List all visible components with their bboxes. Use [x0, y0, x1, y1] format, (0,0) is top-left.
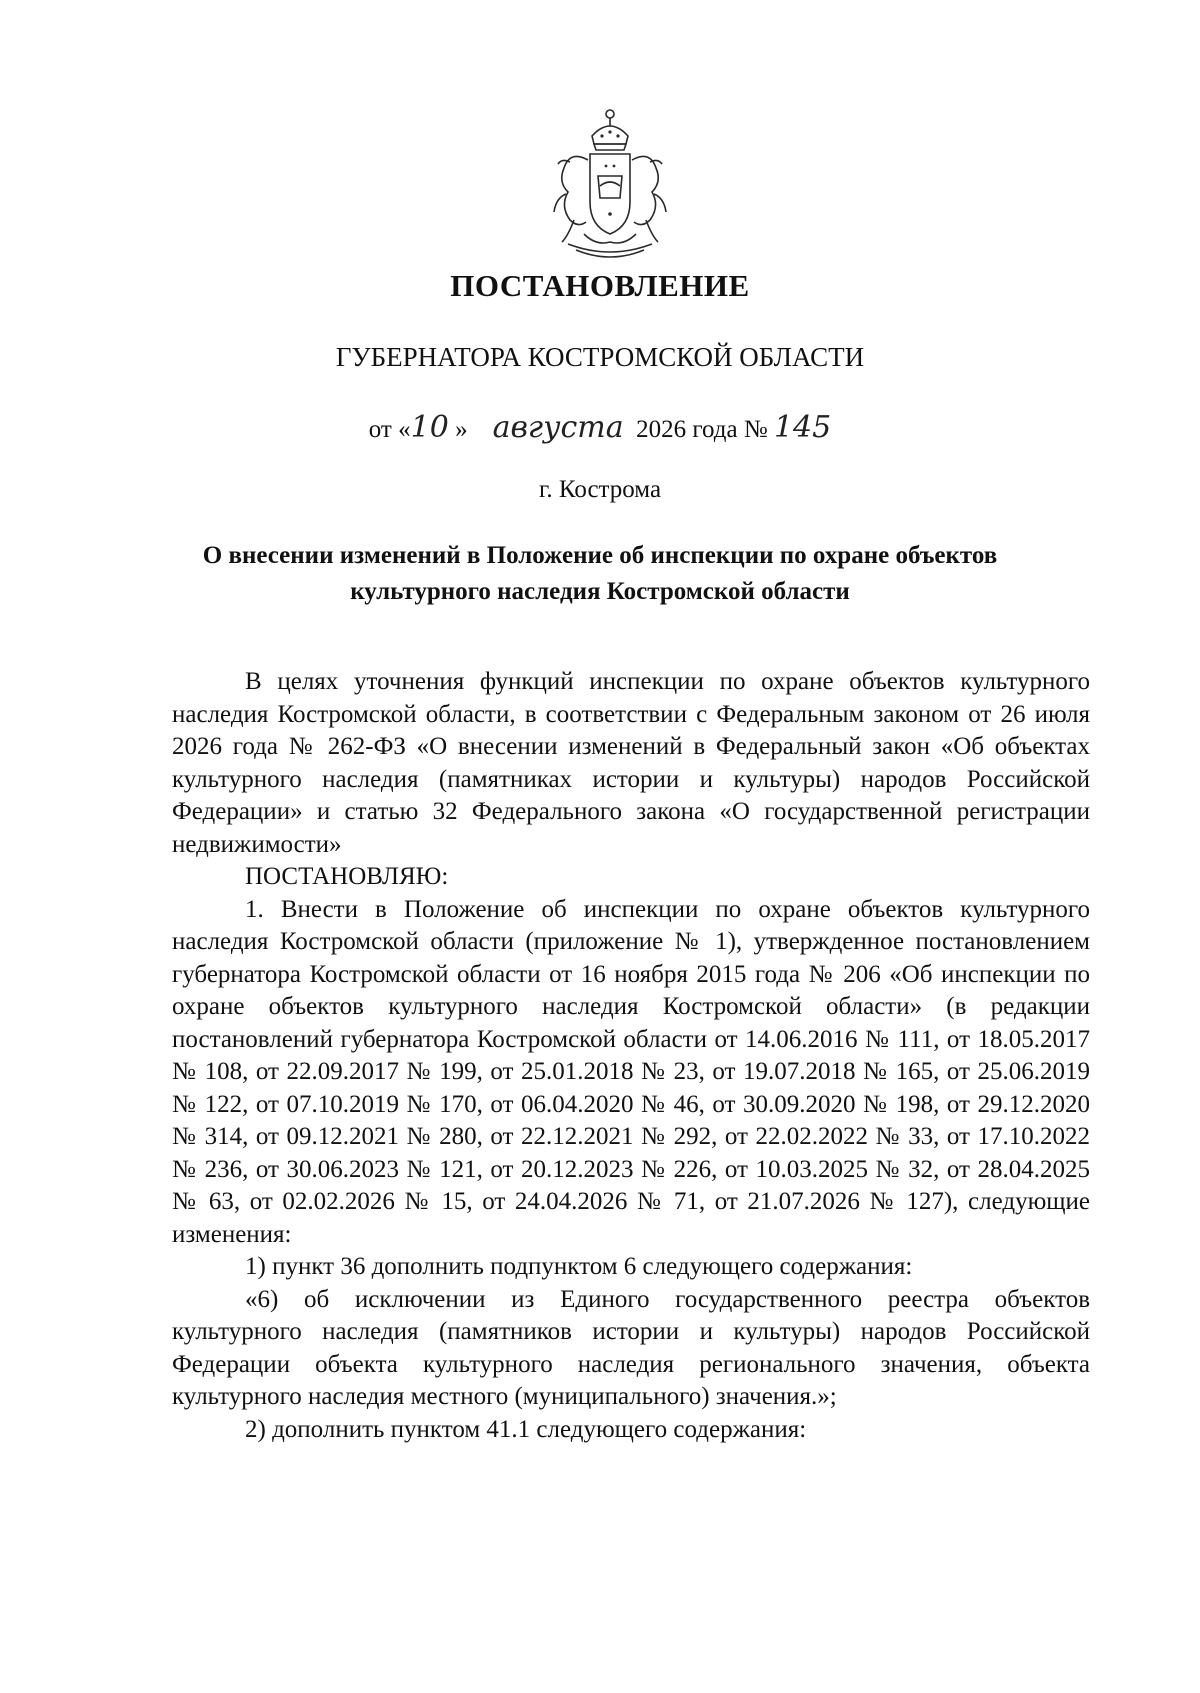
heading-line: О внесении изменений в Положение об инспекции по охране объектов [202, 542, 998, 569]
body-paragraph: 2) дополнить пунктом 41.1 следующего содержания: [245, 1415, 807, 1443]
issuing-authority: ГУБЕРНАТОРА КОСТРОМСКОЙ ОБЛАСТИ [335, 342, 865, 372]
coat-of-arms-icon [540, 102, 680, 264]
date-year: 2026 года № [636, 416, 768, 443]
body-paragraph: 1. Внести в Положение об инспекции по охране объектов культурного наследия Костромской области (приложение № 1), утвержденное постановлением губернатора Костромской области от 16 ноября 2015 года № 206 «Об инспекции по охране объектов культурного наследия Костромской области» (в редакции постановлений губернатора Костромской области от 14.06.2016 № 111, от 18.05.2017 № 108, от 22.09.2017 № 199, от 25.01.2018 № 23, от 19.07.2018 № 165, от 25.06.2019 № 122, от 07.10.2019 № 170, от 06.04.2020 № 46, от 30.09.2020 № 198, от 29.12.2020 № 314, от 09.12.2021 № 280, от 22.12.2021 № 292, от 22.02.2022 № 33, от 17.10.2022 № 236, от 30.06.2023 № 121, от 20.12.2023 № 226, от 10.03.2025 № 32, от 28.04.2025 № 63, от 02.02.2026 № 15, от 24.04.2026 № 71, от 21.07.2026 № 127), следующие изменения: [172, 895, 1090, 1248]
date-line [0, 410, 1200, 445]
date-month-handwritten: августа [492, 410, 624, 445]
document-number-handwritten: 145 [773, 410, 832, 445]
heading-line: культурного наследия Костромской области [350, 578, 850, 605]
body-paragraph: В целях уточнения функций инспекции по охране объектов культурного наследия Костромской области, в соответствии с Федеральным законом от 26 июля 2026 года № 262-ФЗ «О внесении изменений в Федеральный закон «Об объектах культурного наследия (памятниках истории и культуры) народов Российской Федерации» и статью 32 Федерального закона «О государственной регистрации недвижимости» [172, 668, 1090, 858]
body-paragraph: «6) об исключении из Единого государственного реестра объектов культурного наследия (памятников истории и культуры) народов Российской Федерации объекта культурного наследия регионального значения, объекта культурного наследия местного (муниципального) значения.»; [172, 1285, 1090, 1410]
city-line: г. Кострома [538, 476, 662, 503]
document-body [172, 666, 1090, 1446]
body-paragraph: ПОСТАНОВЛЯЮ: [245, 863, 449, 890]
document-heading [0, 538, 1200, 610]
body-paragraph: 1) пункт 36 дополнить подпунктом 6 следующего содержания: [245, 1253, 913, 1280]
date-day-handwritten: 10 [410, 410, 449, 445]
date-prefix: от « [368, 416, 411, 443]
date-quote-close: » [455, 416, 468, 443]
document-title: ПОСТАНОВЛЕНИЕ [450, 268, 750, 303]
